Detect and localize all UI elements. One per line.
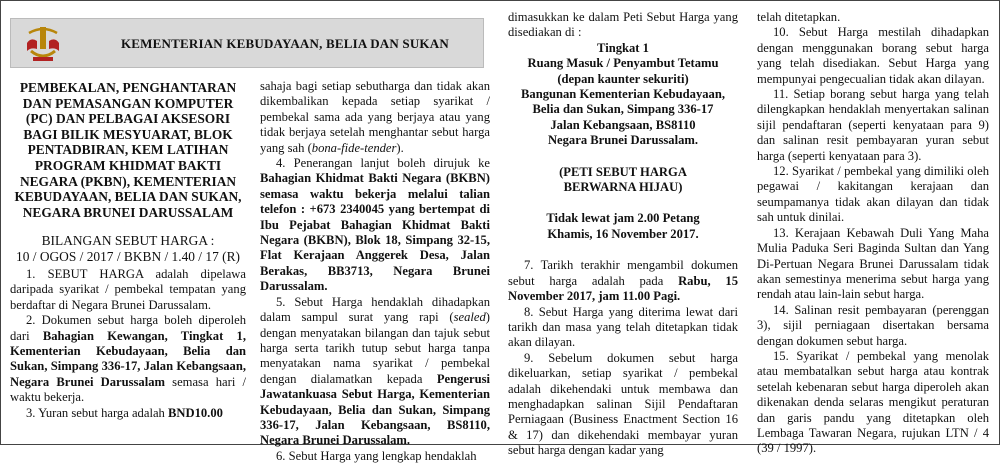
address-line: (depan kaunter sekuriti) bbox=[557, 71, 689, 86]
p4-contact: Bahagian Khidmat Bakti Negara (BKBN) semasa waktu bekerja melalui talian telefon : +673 2340045 yang bertempat di Ibu Pejabat Bahagian Khidmat Bakti Negara (BKBN), Blok 18, Simpang 32-15, Flat Kerajaan Anggerek Desa, Jalan Berakas, BB3713, Negara Brunei Darussalam. bbox=[260, 171, 490, 294]
p2-text-c: semasa hari / waktu bekerja. bbox=[10, 374, 247, 405]
address-line: Ruang Masuk / Penyambut Tetamu bbox=[527, 56, 719, 71]
paragraph-3-cont bbox=[260, 79, 490, 156]
p3-text-c: sahaja bagi setiap sebutharga dan tidak akan dikembalikan kepada setiap syarikat / pembekal sama ada yang berjaya atau yang tidak berjaya setelah menghantar sebut harga yang sah ( bbox=[260, 79, 490, 155]
p3-bona-fide: bona-fide-tender bbox=[311, 140, 397, 155]
p3-text-a: 3. Yuran sebut harga adalah bbox=[26, 405, 168, 420]
deadline-line: Khamis, 16 November 2017. bbox=[547, 226, 699, 241]
paragraph-9-cont: telah ditetapkan. bbox=[757, 10, 841, 24]
p7-date: Rabu, 15 November 2017, jam 11.00 Pagi. bbox=[508, 273, 738, 304]
column-3 bbox=[508, 10, 738, 459]
paragraph-14: 14. Salinan resit pembayaran (perenggan 3), sijil perniagaan disertakan bersama dengan dokumen sebut harga. bbox=[757, 302, 989, 348]
closing-deadline bbox=[508, 211, 738, 242]
paragraph-8: 8. Sebut Harga yang diterima lewat dari tarikh dan masa yang telah ditetapkan tidak akan dilayan. bbox=[508, 304, 738, 350]
tender-label: BILANGAN SEBUT HARGA : bbox=[41, 233, 215, 248]
address-line: Bangunan Kementerian Kebudayaan, bbox=[521, 87, 725, 102]
box-note-line: (PETI SEBUT HARGA bbox=[559, 164, 687, 179]
notice-title: PEMBEKALAN, PENGHANTARAN DAN PEMASANGAN KOMPUTER (PC) DAN PELBAGAI AKSESORI BAGI BILIK MESYUARAT, BLOK PENTADBIRAN, KEM LATIHAN PROGRAM KHIDMAT BAKTI NEGARA (PKBN), KEMENTERIAN KEBUDAYAAN, BELIA DAN SUKAN, NEGARA BRUNEI DARUSSALAM bbox=[14, 80, 242, 220]
p5-text-c: ) dengan menyatakan bilangan dan tajuk sebut harga serta tarikh tutup sebut harga tanpa menyatakan nama syarikat / pembekal dengan dialamatkan kepada bbox=[260, 310, 490, 386]
ministry-name: KEMENTERIAN KEBUDAYAAN, BELIA DAN SUKAN bbox=[121, 36, 449, 51]
column-2 bbox=[260, 79, 490, 464]
paragraph-12: 12. Syarikat / pembekal yang dimiliki oleh pegawai / kakitangan kerajaan dan seumpamanya tidak akan dilayan dan tidak sah untuk dinilai. bbox=[757, 164, 989, 225]
paragraph-9: 9. Sebelum dokumen sebut harga dikeluarkan, setiap syarikat / pembekal adalah dikehendaki untuk membawa dan menghadapkan salinan Sijil Pendaftaran Perniagaan (Business Enactment Section 16 & 17) dan dikehendaki membayar yuran sebut harga dengan kadar yang bbox=[508, 350, 738, 458]
p2-text-a: 2. Dokumen sebut harga boleh diperoleh dari bbox=[10, 313, 246, 343]
column-4 bbox=[757, 10, 989, 457]
ministry-header bbox=[10, 18, 484, 68]
p5-sealed: sealed bbox=[453, 310, 486, 325]
address-line: Belia dan Sukan, Simpang 336-17 bbox=[532, 102, 714, 117]
p3-fee: BND10.00 bbox=[167, 405, 223, 420]
paragraph-2 bbox=[10, 313, 246, 405]
paragraph-10: 10. Sebut Harga mestilah dihadapkan dengan menggunakan borang sebut harga yang telah disediakan. Sebut Harga yang mempunyai pengecualian tidak akan dilayan. bbox=[757, 25, 989, 86]
paragraph-13: 13. Kerajaan Kebawah Duli Yang Maha Mulia Paduka Seri Baginda Sultan dan Yang Di-Pertuan Negara Brunei Darussalam tidak akan semestinya menerima sebut harga yang rendah atau lain-lain sebut harga. bbox=[757, 225, 989, 302]
paragraph-5 bbox=[260, 295, 490, 449]
brunei-crest-logo bbox=[21, 23, 65, 65]
paragraph-11: 11. Setiap borang sebut harga yang telah dilengkapkan hendaklah menyertakan salinan sijil pendaftaran (seperti kenyataan para 9) dan salinan resit pembayaran yuran sebut harga (seperti kenyataan para 3). bbox=[757, 87, 989, 163]
address-line: Tingkat 1 bbox=[597, 40, 649, 55]
tender-number: 10 / OGOS / 2017 / BKBN / 1.40 / 17 (R) bbox=[16, 249, 240, 264]
paragraph-15: 15. Syarikat / pembekal yang menolak atau membatalkan sebut harga atau kontrak setelah kebenaran sebut harga diperoleh akan dikenakan denda selaras mengikut peraturan dan garis pandu yang ditetapkan oleh Lembaga Tawaran Negara, rujukan LTN / 4 (39 / 1997). bbox=[757, 348, 989, 456]
p5-text-a: 5. Sebut Harga hendaklah dihadapkan dalam sampul surat yang rapi ( bbox=[260, 294, 490, 325]
tender-number-block bbox=[10, 233, 246, 265]
column-1-body bbox=[10, 267, 246, 421]
paragraph-4 bbox=[260, 156, 490, 295]
address-line: Negara Brunei Darussalam. bbox=[547, 133, 699, 148]
box-colour-note bbox=[508, 165, 738, 196]
paragraph-6-start: 6. Sebut Harga yang lengkap hendaklah bbox=[276, 448, 477, 463]
deadline-line: Tidak lewat jam 2.00 Petang bbox=[546, 211, 700, 226]
p3-text-e: ). bbox=[396, 140, 404, 155]
p5-address: Pengerusi Jawatankuasa Sebut Harga, Kementerian Kebudayaan, Belia dan Sukan, Simpang 336-17, Jalan Kebangsaan, BS8110, Negara Brunei Darussalam. bbox=[260, 371, 490, 448]
paragraph-6-cont: dimasukkan ke dalam Peti Sebut Harga yang disediakan di : bbox=[508, 10, 738, 40]
box-note-line: BERWARNA HIJAU) bbox=[563, 180, 683, 195]
p4-text-a: 4. Penerangan lanjut boleh dirujuk ke bbox=[276, 156, 490, 171]
address-line: Jalan Kebangsaan, BS8110 bbox=[550, 117, 696, 132]
p2-address: Bahagian Kewangan, Tingkat 1, Kementerian Kebudayaan, Belia dan Sukan, Simpang 336-17, Jalan Kebangsaan, Negara Brunei Darussalam bbox=[10, 328, 246, 389]
p7-text-a: 7. Tarikh terakhir mengambil dokumen sebut harga adalah pada bbox=[508, 258, 738, 288]
paragraph-1: 1. SEBUT HARGA adalah dipelawa daripada syarikat / pembekal tempatan yang berdaftar di Negara Brunei Darussalam. bbox=[10, 267, 246, 312]
paragraph-7 bbox=[508, 258, 738, 304]
paragraph-3-start bbox=[10, 406, 246, 421]
box-address bbox=[508, 41, 738, 149]
